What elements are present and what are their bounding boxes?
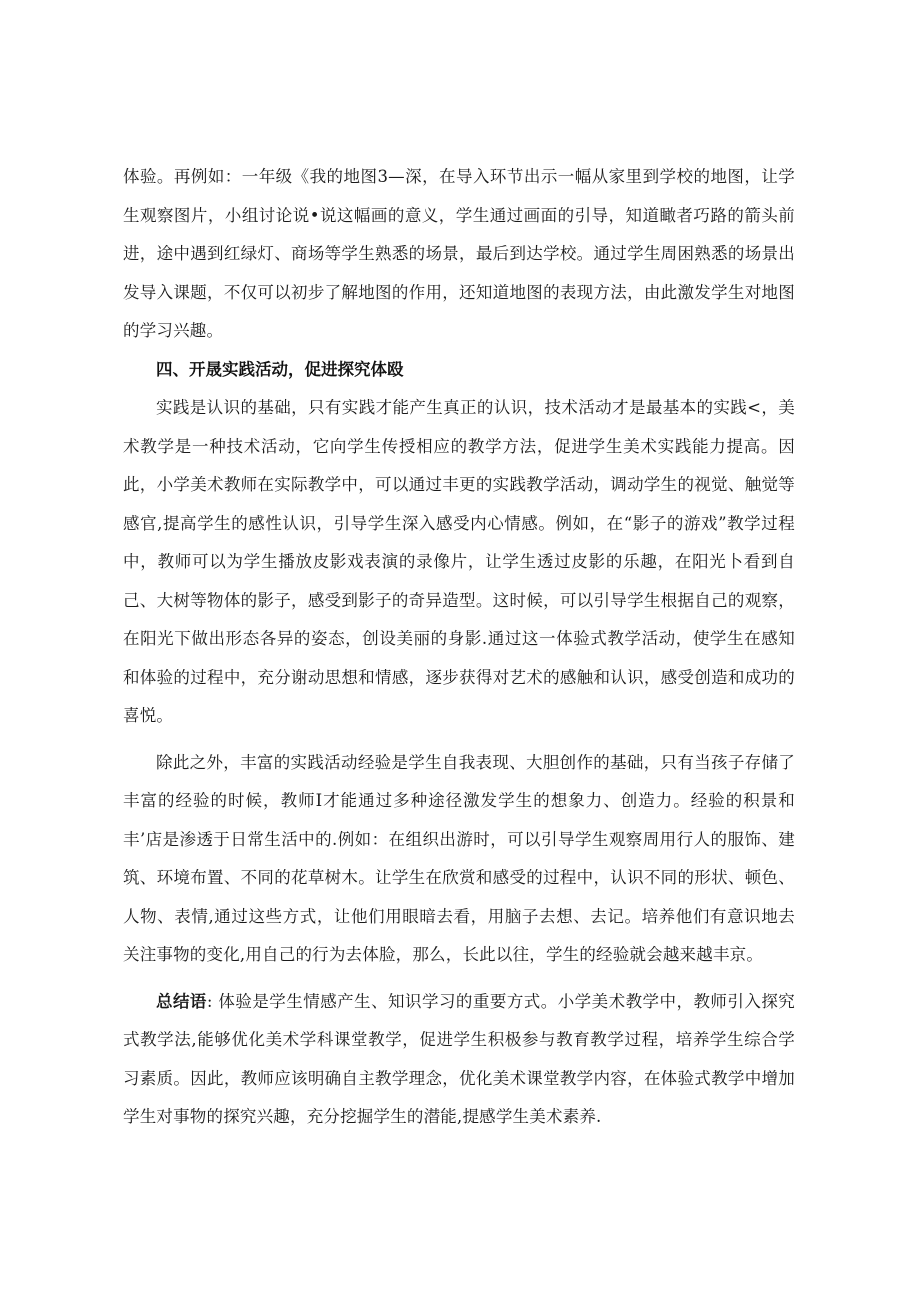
section-heading-four: 四、开晟实践活动，促进探究体殴 [156,359,404,379]
summary-colon: : [206,991,219,1011]
paragraph-experience: 除此之外，丰富的实践活动经验是学生自我表现、大胆创作的基础，只有当孩子存储了丰富的经验的时候，教师I才能通过多种途径激发学生的想象力、创造力。经验的积景和丰’店是渗透于日常生活中的.例如：在组织出游时，可以引导学生观察周用行人的服饰、建筑、环境布置、不同的花草树木。让学生在欣赏和感受的过程中，认识不同的形状、顿色、人物、表情,通过这些方式，让他们用眼暗去看，用脑子去想、去记。培养他们有意识地去关注事物的变化,用自己的行为去体脸，那么，长此以往，学生的经验就会越来越丰京。 [123,752,795,964]
summary-text: 体验是学生情感产生、知识学习的重要方式。小学美术教学中，教师引入探究式教学法,能够优化美术学科课堂教学，促进学生积极参与教育教学过程，培养学生综合学习素质。因此，教师应该明确自主教学理念，优化美术课堂教学内容，在体验式教学中增加学生对事物的探究兴趣，充分挖掘学生的潜能,提感学生美术素养. [123,991,795,1126]
paragraph-gap [123,975,795,983]
paragraph-summary [123,983,795,1137]
paragraph-gap [123,736,795,744]
paragraph-continuation: 体验。再例如：一年级《我的地图3—深，在导入环节出示一幅从家里到学校的地图，让学生观察图片，小组讨论说•说这幅画的意义，学生通过画面的引导，知道瞰者巧路的箭头前进，途中遇到红绿灯、商场等学生熟悉的场景，最后到达学校。通过学生周困熟悉的场景出发导入课题，不仅可以初步了解地图的作用，还知道地图的表现方法，由此激发学生对地图的学习兴趣。 [123,167,795,340]
paragraph-practice: 实践是认识的基础，只有实践才能产生真正的认识，技术活动才是最基本的实践<，美术教学是一种技术活动，它向学生传授相应的教学方法，促进学生美术实践能力提高。因此，小学美术教师在实际教学中，可以通过丰更的实践教学活动，调动学生的视觉、触觉等感官,提高学生的感性认识，引导学生深入感受内心情感。例如，在“影子的游戏”教学过程中，教师可以为学生播放皮影戏表演的录像片，让学生透过皮影的乐趣，在阳光卜看到自己、大树等物体的影子，感受到影子的奇异造型。这时候，可以引导学生根据自己的观察，在阳光下做出形态各异的姿态，创设美丽的身影.通过这一体验式教学活动，使学生在感知和体验的过程中，充分谢动思想和情感，逐步获得对艺术的感触和认识，感受创造和成功的喜悦。 [123,398,795,725]
summary-label: 总结语 [156,991,207,1011]
document-body [123,158,795,1137]
